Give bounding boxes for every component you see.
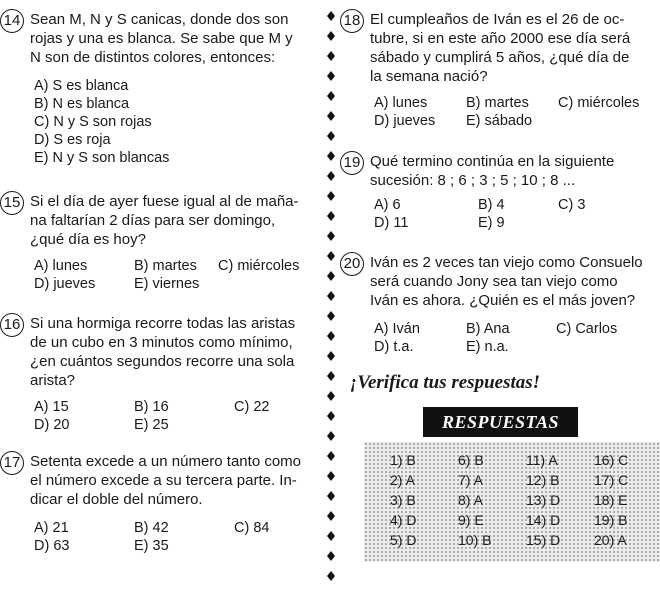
answer-options: [34, 519, 330, 555]
option-d: D) jueves: [34, 276, 96, 292]
divider-diamond: [327, 291, 335, 301]
divider-diamond: [327, 451, 335, 461]
option-d: D) 63: [34, 538, 70, 554]
option-c: C) miércoles: [558, 95, 640, 111]
question-14: [0, 10, 330, 167]
answer-item: 14) D: [526, 512, 561, 528]
divider-diamond: [327, 211, 335, 221]
divider-diamond: [327, 311, 335, 321]
option-d: D) t.a.: [374, 339, 414, 355]
question-text: Setenta excede a un número tanto como el número excede a su tercera parte. In- dicar el doble del número.: [30, 453, 302, 508]
diamond-divider: [324, 6, 338, 592]
divider-diamond: [327, 131, 335, 141]
divider-diamond: [327, 351, 335, 361]
answer-item: 9) E: [458, 512, 484, 528]
option-e: E) 35: [134, 538, 169, 554]
option-c: C) Carlos: [556, 321, 618, 337]
option-a: A) 15: [34, 399, 69, 415]
divider-diamond: [327, 551, 335, 561]
option-e: E) N y S son blancas: [34, 150, 170, 166]
question-text: Sean M, N y S canicas, donde dos son rojas y una es blanca. Se sabe que M y N son de distintos colores, entonces:: [30, 11, 293, 66]
option-d: D) 11: [374, 215, 409, 231]
answer-item: 20) A: [594, 532, 627, 548]
question-number: 19: [340, 151, 364, 175]
option-d: D) S es roja: [34, 132, 111, 148]
divider-diamond: [327, 171, 335, 181]
option-d: D) jueves: [374, 113, 436, 129]
divider-diamond: [327, 491, 335, 501]
option-e: E) n.a.: [466, 339, 509, 355]
divider-diamond: [327, 231, 335, 241]
option-a: A) 21: [34, 520, 69, 536]
answer-options: [374, 94, 660, 130]
answer-item: 16) C: [594, 452, 629, 468]
answer-item: 15) D: [526, 532, 561, 548]
option-b: B) martes: [466, 95, 529, 111]
answer-options: [374, 320, 660, 356]
question-text: Iván es 2 veces tan viejo como Consuelo será cuando Jony sea tan viejo como Iván es ahora. ¿Quién es el más joven?: [370, 254, 643, 309]
divider-diamond: [327, 91, 335, 101]
answer-item: 7) A: [458, 472, 483, 488]
answer-item: 2) A: [390, 472, 415, 488]
divider-diamond: [327, 391, 335, 401]
answer-options: [34, 257, 330, 293]
option-c: C) 22: [234, 399, 270, 415]
answer-options: [34, 77, 330, 167]
question-number: 14: [0, 9, 24, 33]
answer-item: 12) B: [526, 472, 560, 488]
question-17: [0, 452, 330, 555]
answer-item: 5) D: [390, 532, 417, 548]
option-a: A) 6: [374, 197, 401, 213]
divider-diamond: [327, 271, 335, 281]
option-c: C) 3: [558, 197, 586, 213]
question-19: [340, 152, 660, 232]
divider-diamond: [327, 251, 335, 261]
question-number: 17: [0, 451, 24, 475]
divider-diamond: [327, 191, 335, 201]
option-e: E) 9: [478, 215, 505, 231]
question-16: [0, 314, 330, 434]
answer-item: 10) B: [458, 532, 492, 548]
question-20: [340, 253, 660, 356]
option-b: B) 42: [134, 520, 169, 536]
answer-item: 11) A: [526, 452, 558, 468]
answer-item: 19) B: [594, 512, 628, 528]
option-a: A) S es blanca: [34, 78, 129, 94]
question-number: 15: [0, 191, 24, 215]
question-number: 20: [340, 252, 364, 276]
question-text: El cumpleaños de Iván es el 26 de oc- tubre, si en este año 2000 ese día será sábado y cumplirá 5 años, ¿qué día de la semana nació?: [370, 11, 631, 85]
answers-title: RESPUESTAS: [423, 407, 578, 437]
answer-item: 6) B: [458, 452, 484, 468]
option-c: C) N y S son rojas: [34, 114, 152, 130]
answer-item: 13) D: [526, 492, 561, 508]
option-b: B) martes: [134, 258, 197, 274]
answer-item: 1) B: [390, 452, 416, 468]
question-text: Qué termino continúa en la siguiente sucesión: 8 ; 6 ; 3 ; 5 ; 10 ; 8 ...: [370, 153, 615, 189]
divider-diamond: [327, 411, 335, 421]
divider-diamond: [327, 471, 335, 481]
option-b: B) 4: [478, 197, 505, 213]
question-18: [340, 10, 660, 130]
divider-diamond: [327, 531, 335, 541]
divider-diamond: [327, 331, 335, 341]
question-number: 16: [0, 313, 24, 337]
answer-options: [374, 196, 660, 232]
option-d: D) 20: [34, 417, 70, 433]
question-text: Si una hormiga recorre todas las aristas de un cubo en 3 minutos como mínimo, ¿en cuántos segundos recorre una sola arista?: [30, 315, 296, 389]
divider-diamond: [327, 31, 335, 41]
option-b: B) 16: [134, 399, 169, 415]
question-text: Si el día de ayer fuese igual al de maña- na faltarían 2 días para ser domingo, ¿qué día es hoy?: [30, 193, 299, 248]
divider-diamond: [327, 511, 335, 521]
verify-heading: ¡Verifica tus respuestas!: [350, 372, 541, 393]
divider-diamond: [327, 371, 335, 381]
divider-diamond: [327, 431, 335, 441]
divider-diamond: [327, 151, 335, 161]
option-a: A) lunes: [374, 95, 428, 111]
divider-diamond: [327, 71, 335, 81]
answer-item: 8) A: [458, 492, 483, 508]
option-b: B) N es blanca: [34, 96, 130, 112]
question-15: [0, 192, 330, 293]
answer-key: [364, 442, 660, 562]
option-a: A) lunes: [34, 258, 88, 274]
answer-item: 4) D: [390, 512, 417, 528]
option-e: E) 25: [134, 417, 169, 433]
question-number: 18: [340, 9, 364, 33]
answer-item: 3) B: [390, 492, 416, 508]
option-e: E) viernes: [134, 276, 200, 292]
divider-diamond: [327, 51, 335, 61]
option-c: C) 84: [234, 520, 270, 536]
option-b: B) Ana: [466, 321, 510, 337]
answer-options: [34, 398, 330, 434]
option-a: A) Iván: [374, 321, 420, 337]
option-e: E) sábado: [466, 113, 533, 129]
divider-diamond: [327, 11, 335, 21]
divider-diamond: [327, 111, 335, 121]
answer-item: 18) E: [594, 492, 628, 508]
divider-diamond: [327, 571, 335, 581]
answer-item: 17) C: [594, 472, 629, 488]
option-c: C) miércoles: [218, 258, 300, 274]
